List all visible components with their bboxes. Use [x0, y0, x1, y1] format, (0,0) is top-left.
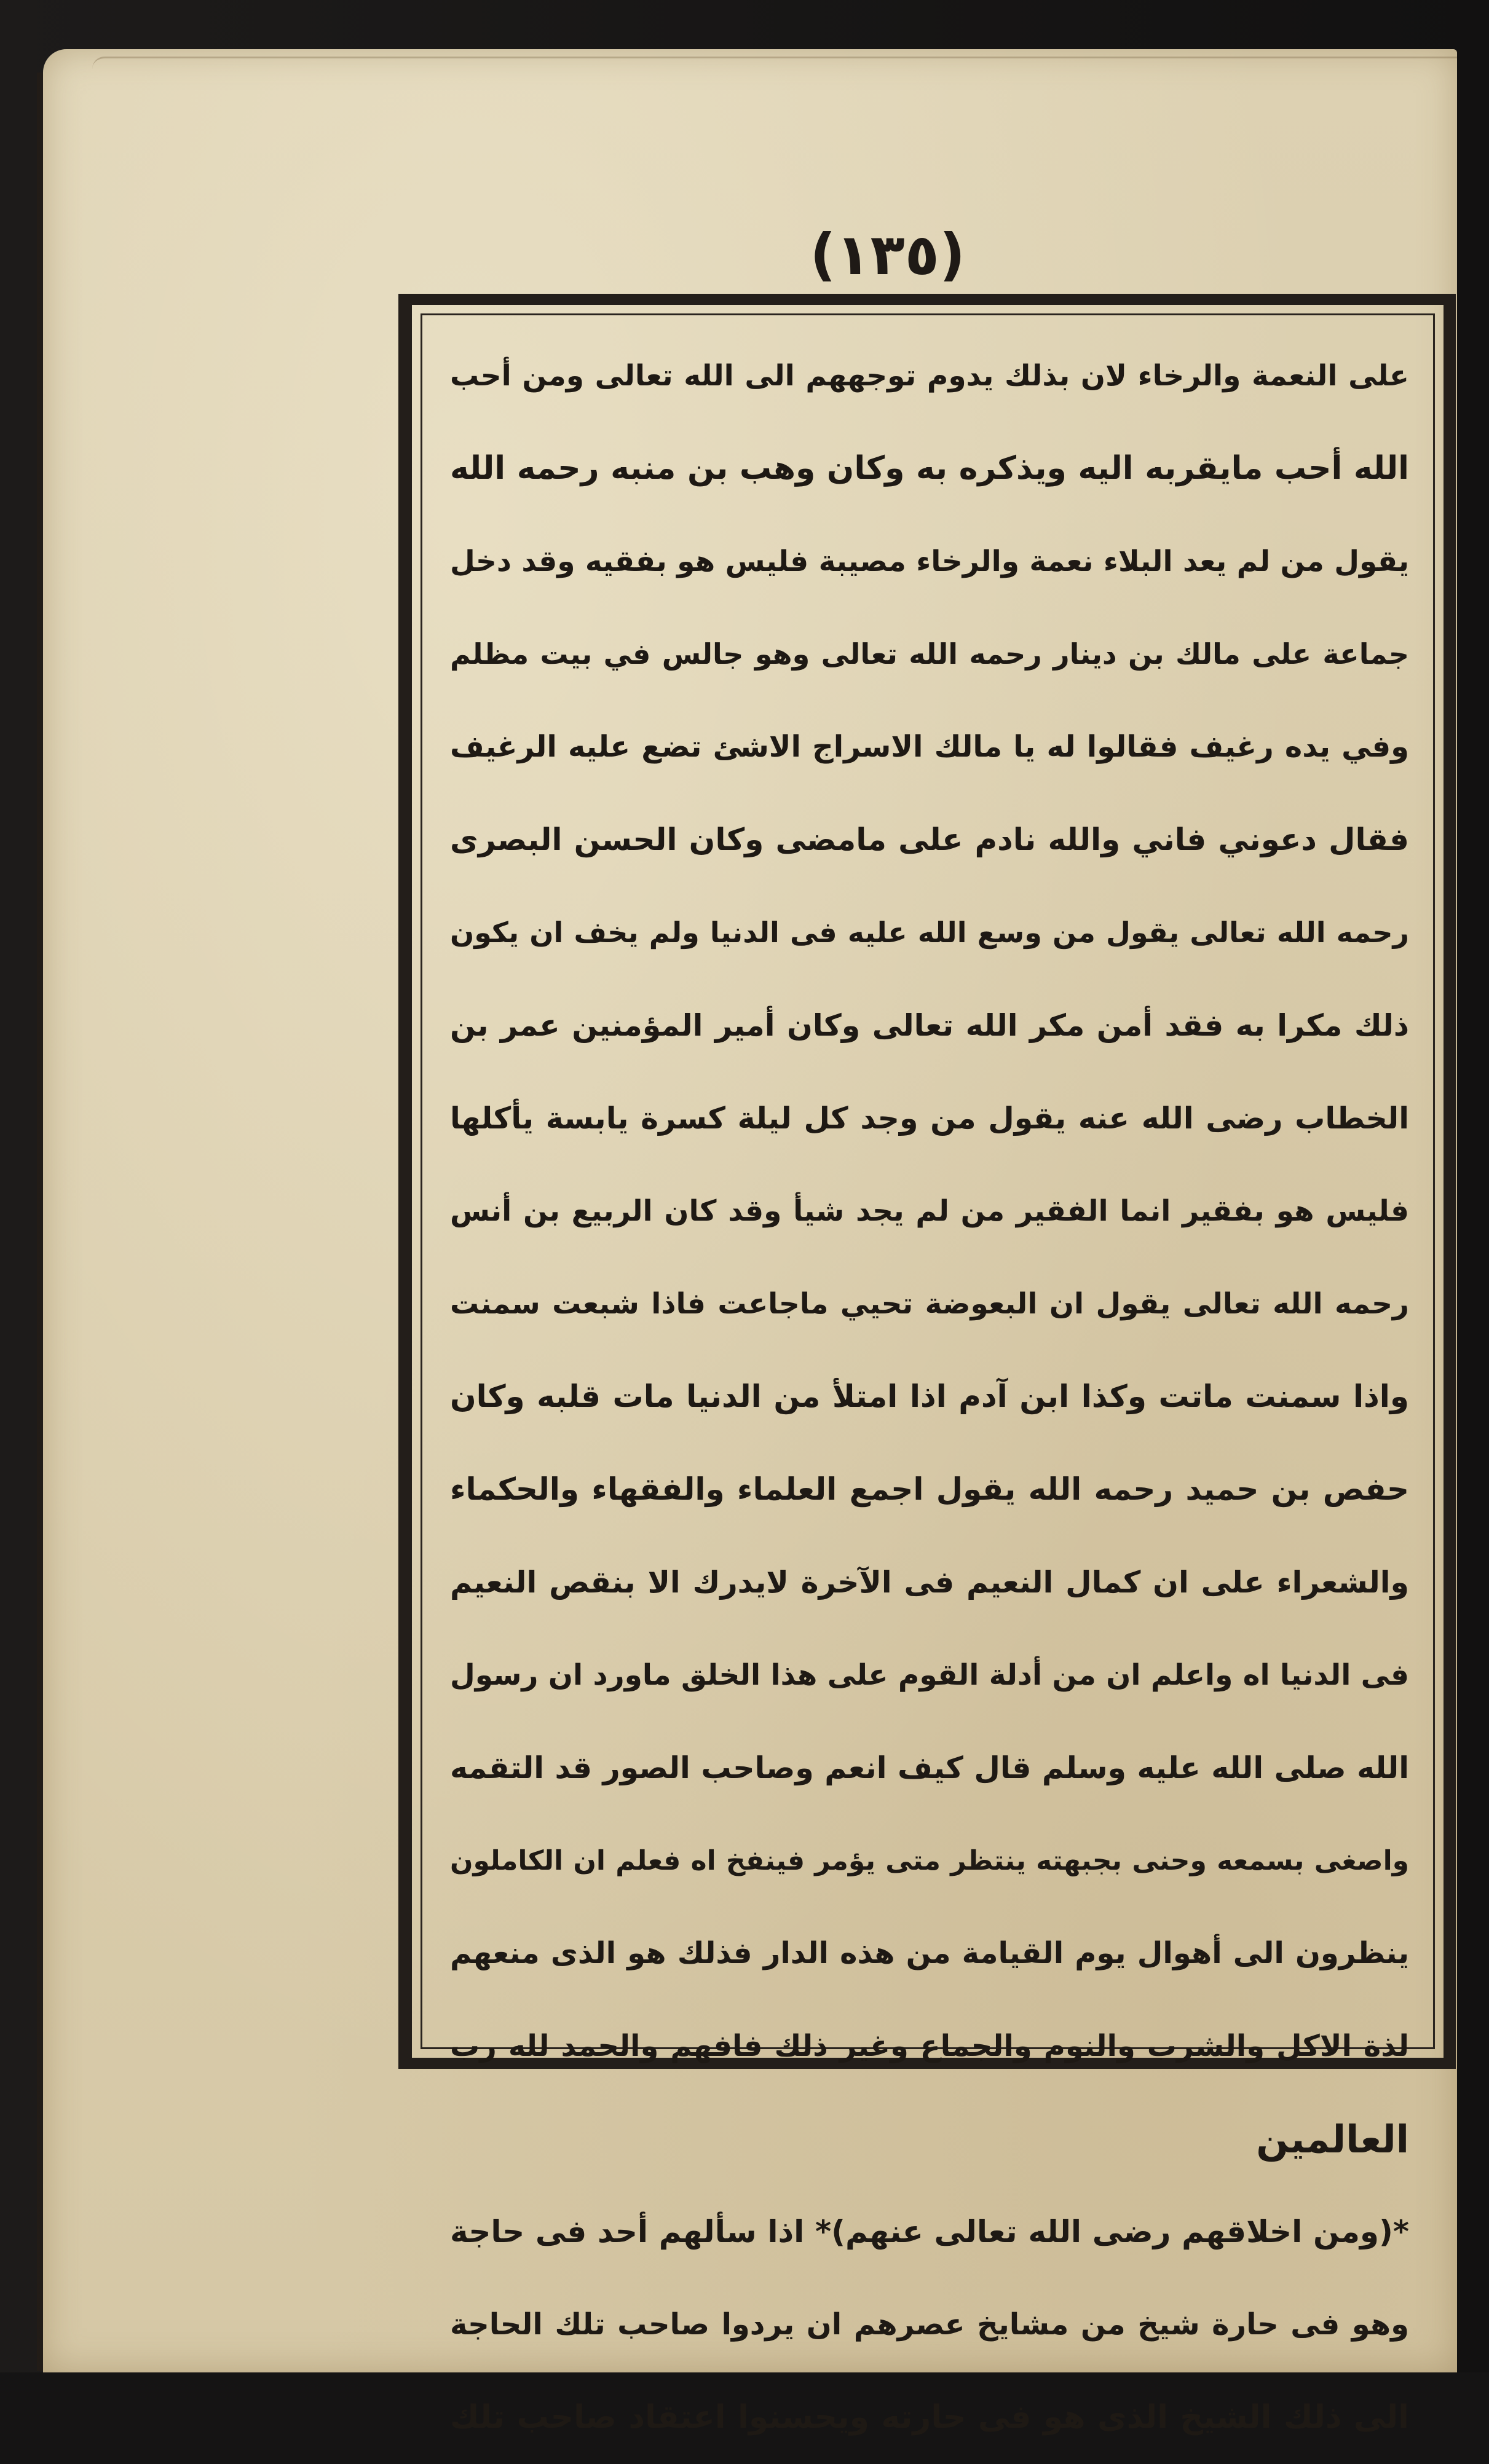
text-line: جماعة على مالك بن دينار رحمه الله تعالى وهو جالس في بيت مظلم	[450, 637, 1409, 671]
page-top-edge	[92, 57, 1457, 83]
section-heading-line: *(ومن اخلاقهم رضى الله تعالى عنهم)* اذا سألهم أحد فى حاجة	[450, 2214, 1409, 2249]
text-line: الى ذلك الشيخ الذى هو فى حارته ويحسنوا اعتقاد صاحب تلك	[450, 2399, 1409, 2436]
text-line: على النعمة والرخاء لان بذلك يدوم توجههم الى الله تعالى ومن أحب	[450, 359, 1409, 393]
page-number: (١٣٥)	[810, 222, 965, 288]
text-line: لذة الاكل والشرب والنوم والجماع وغير ذلك فافهم والحمد لله رب	[450, 2029, 1409, 2063]
text-line: ينظرون الى أهوال يوم القيامة من هذه الدار فذلك هو الذى منعهم	[450, 1936, 1409, 1970]
text-frame	[398, 294, 1456, 2436]
text-line: رحمه الله تعالى يقول ان البعوضة تحيي ماجاعت فاذا شبعت سمنت	[450, 1287, 1409, 1321]
text-line: الله صلى الله عليه وسلم قال كيف انعم وصاحب الصور قد التقمه	[450, 1750, 1409, 1785]
text-line: العالمين	[1256, 2117, 1409, 2162]
text-line: فقال دعوني فاني والله نادم على مامضى وكان الحسن البصرى	[450, 822, 1409, 857]
text-line: ذلك مكرا به فقد أمن مكر الله تعالى وكان أمير المؤمنين عمر بن	[450, 1008, 1409, 1043]
text-line: والشعراء على ان كمال النعيم فى الآخرة لايدرك الا بنقص النعيم	[450, 1565, 1409, 1600]
text-line: يقول من لم يعد البلاء نعمة والرخاء مصيبة فليس هو بفقيه وقد دخل	[450, 545, 1409, 578]
body-text	[450, 329, 1409, 2464]
text-line: واصغى بسمعه وحنى بجبهته ينتظر متى يؤمر فينفخ اه فعلم ان الكاملون	[450, 1845, 1409, 1876]
text-line: وفي يده رغيف فقالوا له يا مالك الاسراج الاشئ تضع عليه الرغيف	[450, 730, 1409, 764]
text-line: فليس هو بفقير انما الفقير من لم يجد شيأ وقد كان الربيع بن أنس	[450, 1194, 1409, 1228]
text-line: الله أحب مايقربه اليه ويذكره به وكان وهب بن منبه رحمه الله	[450, 450, 1409, 487]
text-line: واذا سمنت ماتت وكذا ابن آدم اذا امتلأ من الدنيا مات قلبه وكان	[450, 1379, 1409, 1414]
text-line: وهو فى حارة شيخ من مشايخ عصرهم ان يردوا صاحب تلك الحاجة	[450, 2307, 1409, 2342]
text-line: الخطاب رضى الله عنه يقول من وجد كل ليلة كسرة يابسة يأكلها	[450, 1101, 1409, 1136]
text-line: فى الدنيا اه واعلم ان من أدلة القوم على هذا الخلق ماورد ان رسول	[450, 1658, 1409, 1692]
text-line: رحمه الله تعالى يقول من وسع الله عليه فى الدنيا ولم يخف ان يكون	[450, 916, 1409, 949]
text-line: حفص بن حميد رحمه الله يقول اجمع العلماء والفقهاء والحكماء	[450, 1471, 1409, 1507]
